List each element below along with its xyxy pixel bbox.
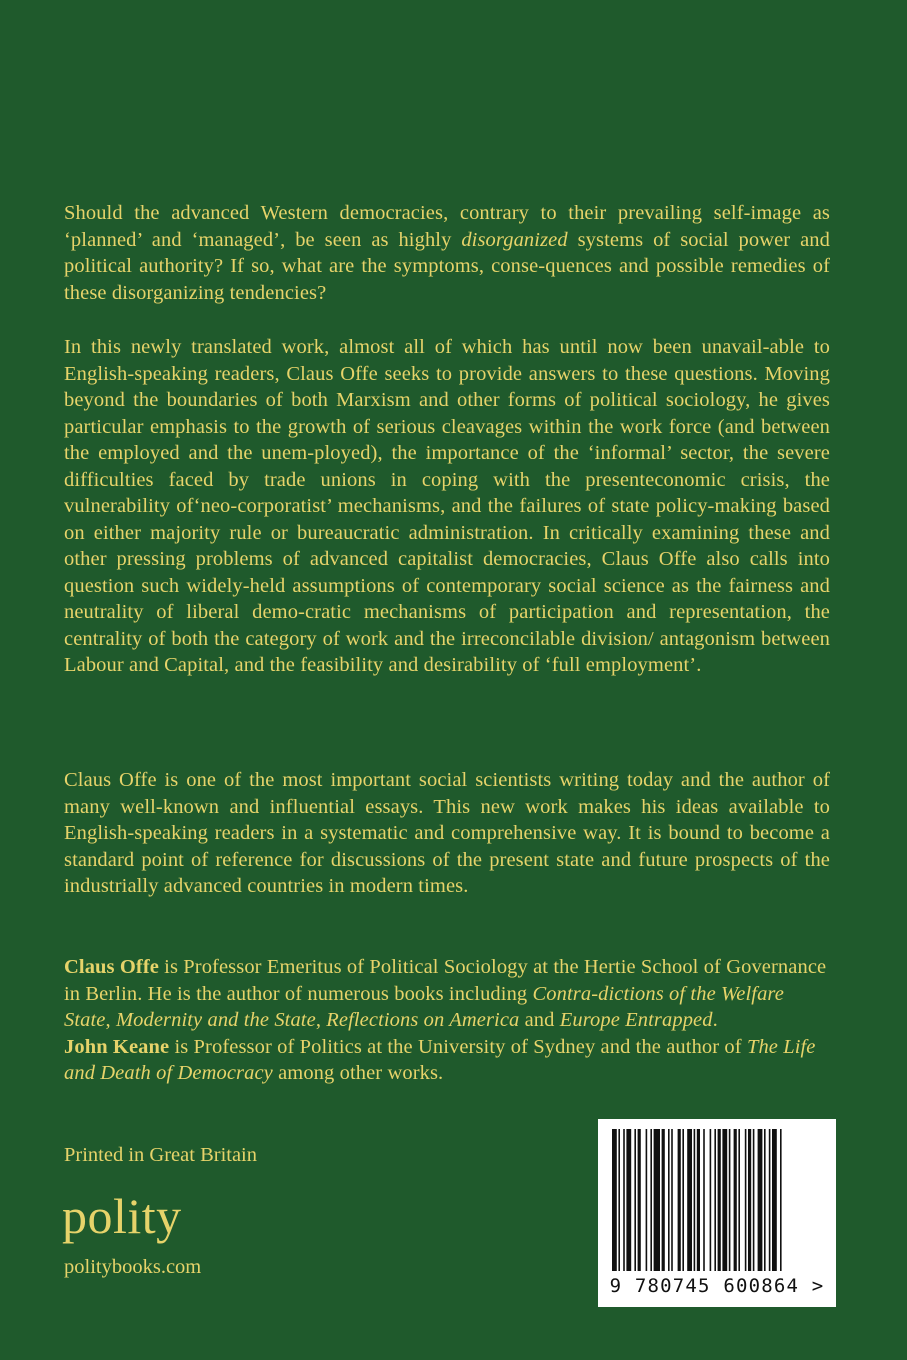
barcode-bar [722, 1129, 727, 1271]
author-bios [64, 954, 830, 1087]
barcode-bar [753, 1129, 755, 1271]
barcode-bar [638, 1129, 641, 1271]
barcode-bar [748, 1129, 751, 1271]
barcode-bar [618, 1129, 620, 1271]
barcode-bar [612, 1129, 617, 1271]
barcode-bar [626, 1129, 631, 1271]
barcode-bar [780, 1129, 782, 1271]
barcode-bar [634, 1129, 636, 1271]
barcode-bar [710, 1129, 712, 1271]
barcode-bar [738, 1129, 740, 1271]
barcode-bar [668, 1129, 670, 1271]
barcode-bar [769, 1129, 771, 1271]
barcode-bar [654, 1129, 660, 1271]
publisher-logo: polity [62, 1188, 182, 1244]
barcode-bar [646, 1129, 648, 1271]
barcode-bar [703, 1129, 705, 1271]
publisher-website: politybooks.com [64, 1256, 202, 1278]
printed-in: Printed in Great Britain [64, 1144, 257, 1166]
barcode-bar [764, 1129, 766, 1271]
barcode-bar [697, 1129, 700, 1271]
barcode-bar [694, 1129, 696, 1271]
bio-claus-offe: Claus Offe is Professor Emeritus of Political Sociology at the Hertie School of Governance in Berlin. He is the author of numerous books including Contra-dictions of the Welfare State, Modernity and the State, Reflections on America and Europe Entrapped. [64, 956, 827, 1031]
barcode-bar [714, 1129, 716, 1271]
isbn-barcode [598, 1119, 836, 1307]
blurb-paragraph-1: Should the advanced Western democracies, contrary to their prevailing self-image as ‘planned’ and ‘managed’, be seen as highly disorganized systems of social power and political authority? If so, what are the symptoms, conse-quences and possible remedies of these disorganizing tendencies? [64, 202, 830, 304]
barcode-bar [662, 1129, 665, 1271]
blurb-paragraph-3: Claus Offe is one of the most important social scientists writing today and the author of many well-known and influential essays. This new work makes his ideas available to English-speaking readers in a systematic and comprehensive way. It is bound to become a standard point of reference for discussions of the present state and future prospects of the industrially advanced countries in modern times. [64, 769, 830, 897]
barcode-bar [745, 1129, 747, 1271]
barcode-bar [682, 1129, 684, 1271]
barcode-bar [687, 1129, 692, 1271]
bio-john-keane: John Keane is Professor of Politics at the University of Sydney and the author of The Life and Death of Democracy among other works. [64, 1035, 816, 1084]
barcode-bar [734, 1129, 737, 1271]
isbn-number: 9 780745 600864 > [609, 1275, 825, 1297]
barcode-bar [758, 1129, 763, 1271]
blurb-paragraph-2: In this newly translated work, almost all of which has until now been unavail-able to English-speaking readers, Claus Offe seeks to provide answers to these questions. Moving beyond the boundaries of both Marxism and other forms of political sociology, he gives particular emphasis to the growth of serious cleavages within the work force (and between the employed and the unem-ployed), the importance of the ‘informal’ sector, the severe difficulties faced by trade unions in coping with the presenteconomic crisis, the vulnerability of‘neo-corporatist’ mechanisms, and the failures of state policy-making based on either majority rule or bureaucratic administration. In critically examining these and other pressing problems of advanced capitalist democracies, Claus Offe also calls into question such widely-held assumptions of contemporary social science as the fairness and neutrality of liberal demo-cratic mechanisms of participation and representation, the centrality of both the category of work and the irreconcilable division/ antagonism between Labour and Capital, and the feasibility and desirability of ‘full employment’. [64, 336, 830, 676]
barcode-bar [678, 1129, 681, 1271]
barcode-bar [718, 1129, 721, 1271]
barcode-bar [671, 1129, 673, 1271]
barcode-bar [729, 1129, 731, 1271]
barcode-bar [623, 1129, 625, 1271]
barcode-bar [772, 1129, 777, 1271]
barcode-bar [650, 1129, 652, 1271]
